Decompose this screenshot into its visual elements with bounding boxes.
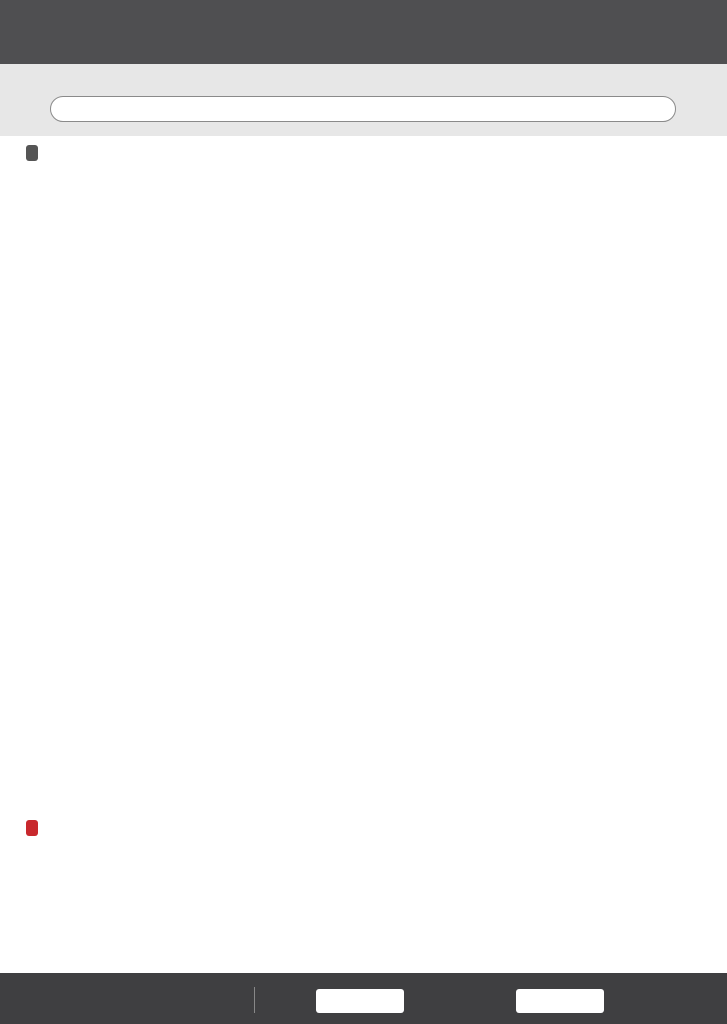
section-tag-convenience [26, 145, 38, 161]
current-train-diagram [50, 96, 676, 122]
header [0, 0, 727, 64]
footer-divider [254, 987, 255, 1013]
crime-report-label [516, 989, 604, 1013]
current-location-panel [0, 64, 727, 136]
footer [0, 973, 727, 1024]
customer-service-label [316, 989, 404, 1013]
section-tag-emergency [26, 820, 38, 836]
